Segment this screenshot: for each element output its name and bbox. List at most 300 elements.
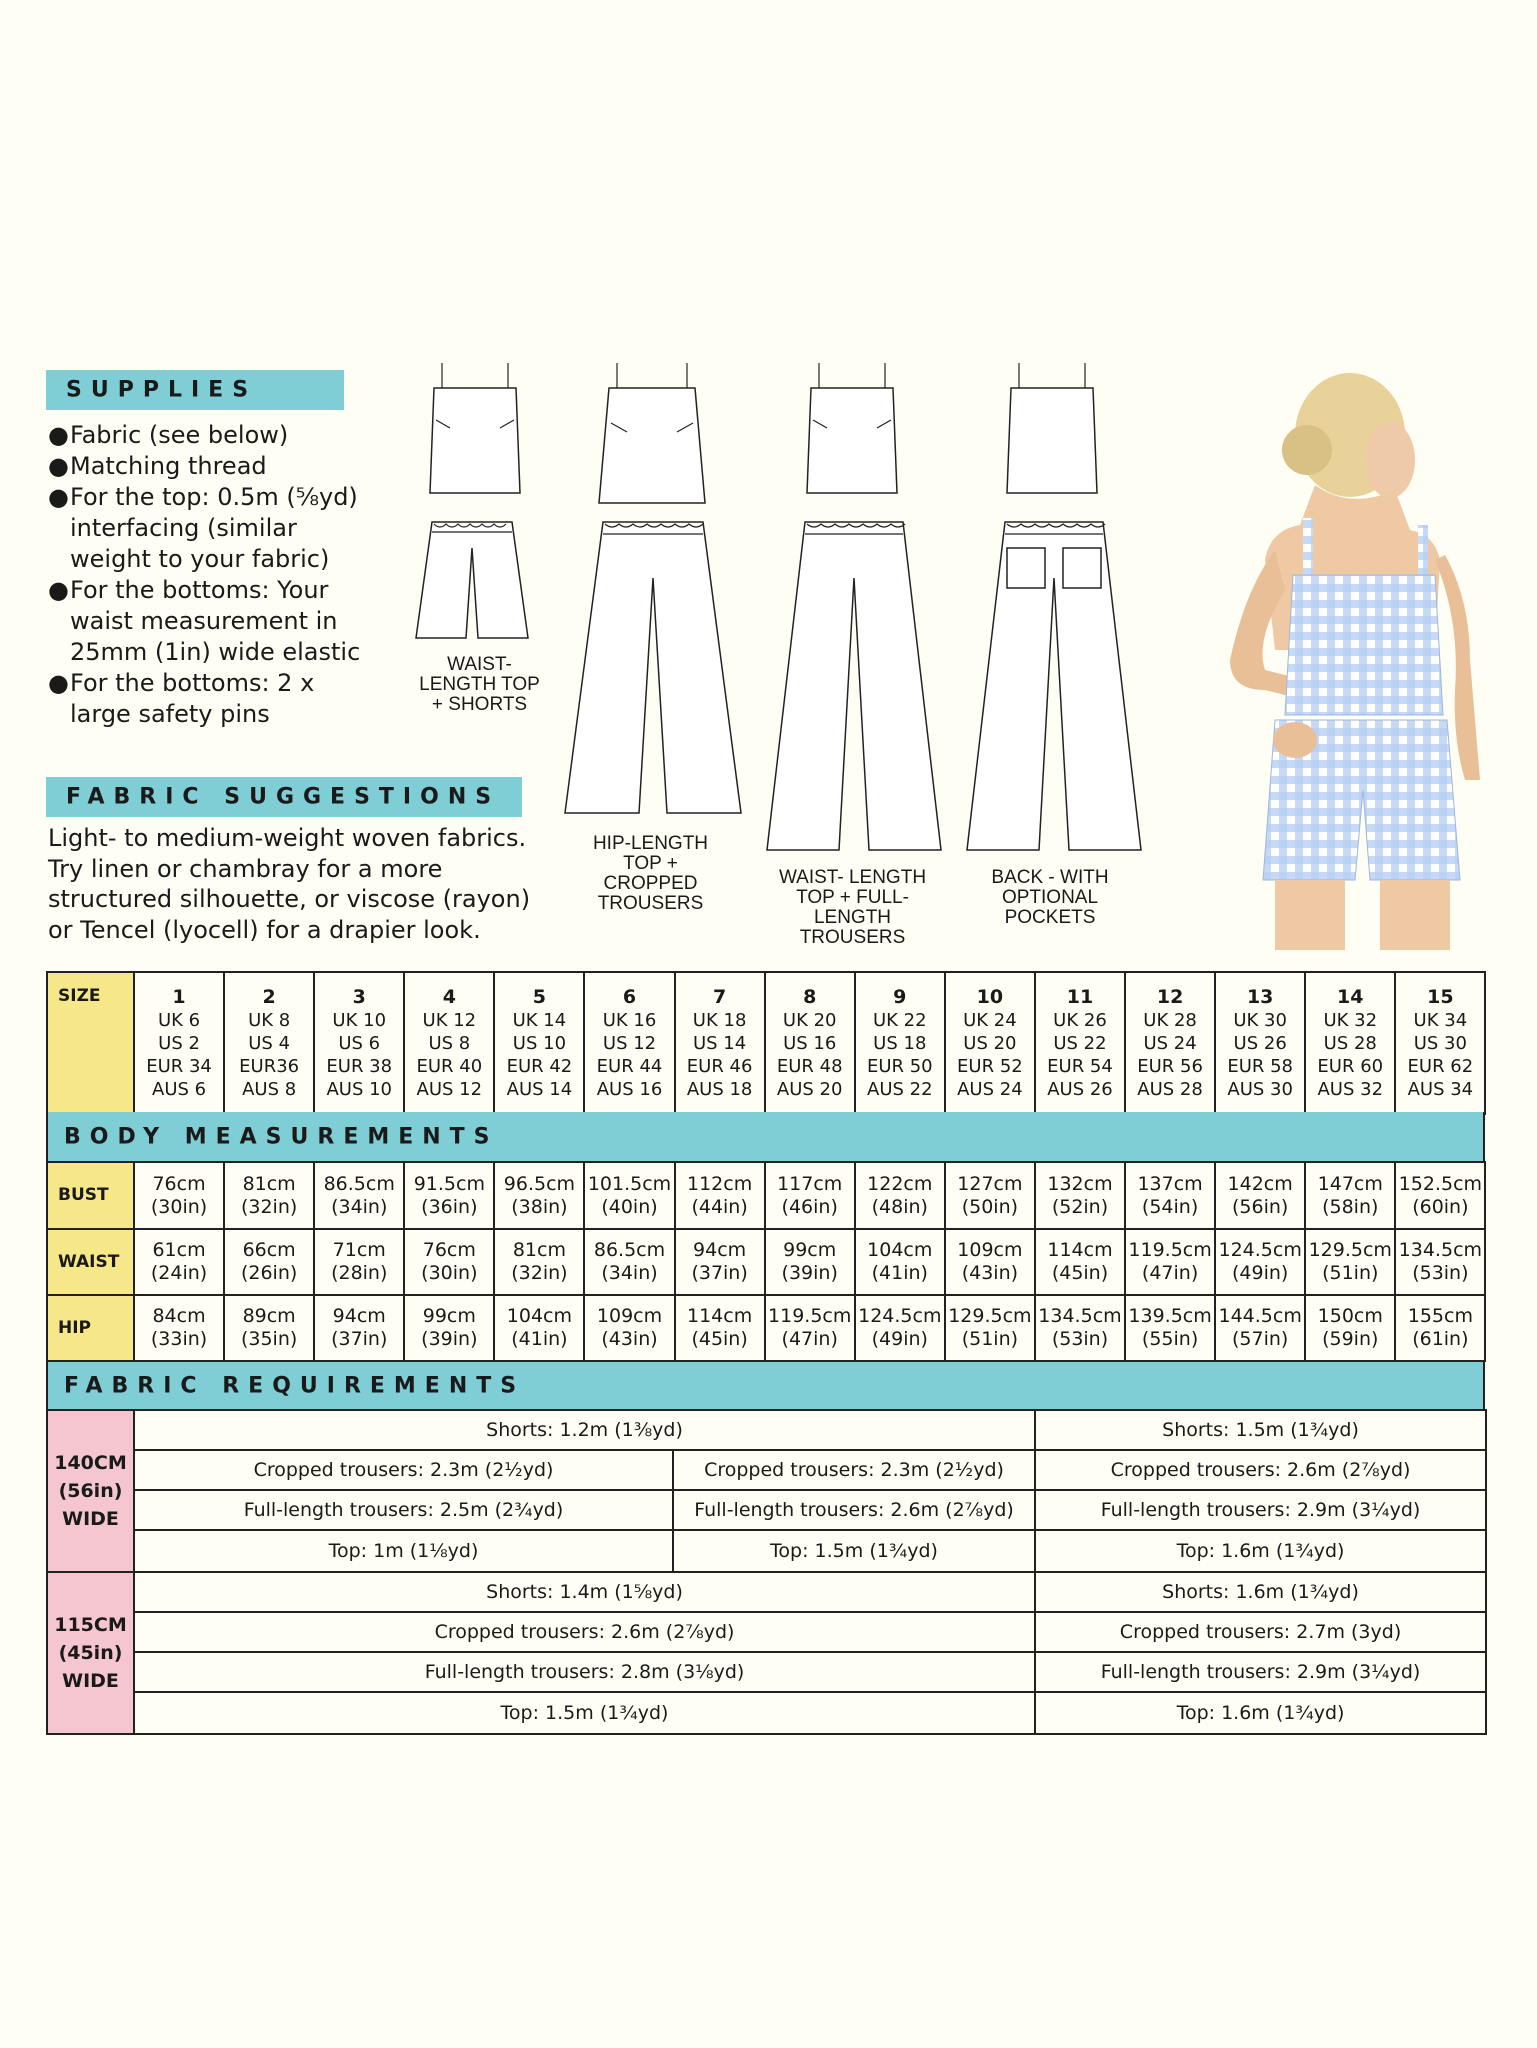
size-cell [224,972,314,1114]
measure-cell [134,1295,224,1361]
table-row [47,1652,1486,1692]
measure-cell [765,1295,855,1361]
size-uk: UK 12 [422,1009,477,1031]
view-3-caption: WAIST- LENGTH TOP + FULL-LENGTH TROUSERS [778,867,927,948]
size-us: US 2 [158,1032,200,1054]
size-eur: EUR 60 [1317,1055,1384,1077]
in-value: (61in) [1412,1328,1469,1350]
cm-value: 142cm [1227,1172,1293,1195]
in-value: (53in) [1051,1328,1109,1350]
size-cell [1395,972,1485,1114]
table-row [47,1295,1485,1361]
size-number: 10 [976,985,1004,1008]
measure-cell [1395,1229,1485,1295]
size-aus: AUS 10 [326,1078,392,1100]
cm-value: 84cm [152,1305,206,1327]
in-value: (54in) [1141,1195,1199,1218]
size-us: US 24 [1143,1032,1197,1054]
size-uk: UK 32 [1323,1009,1378,1031]
cm-value: 91.5cm [413,1172,485,1195]
cm-value: 134.5cm [1398,1239,1483,1261]
in-value: (52in) [1051,1195,1109,1218]
view-1-top-illustration [420,358,530,498]
cm-value: 89cm [242,1305,296,1327]
cm-value: 117cm [777,1172,843,1195]
table-row [47,1410,1486,1450]
size-aus: AUS 22 [867,1078,933,1100]
in-value: (41in) [871,1262,928,1284]
view-3-trousers-illustration [765,518,943,854]
size-us: US 14 [692,1032,747,1054]
measure-cell [404,1229,494,1295]
size-us: US 16 [783,1032,837,1054]
req-cell: Full-length trousers: 2.6m (2⅞yd) [673,1490,1035,1530]
measure-cell [494,1229,584,1295]
measure-cell [224,1295,314,1361]
in-value: (28in) [331,1262,388,1284]
width-label-115 [47,1572,134,1734]
width-cm: 140CM [54,1452,127,1474]
in-value: (45in) [1051,1262,1109,1284]
in-value: (33in) [150,1328,208,1350]
cm-value: 147cm [1317,1172,1383,1195]
in-value: (24in) [150,1262,208,1284]
size-eur: EUR36 [239,1055,300,1077]
measure-cell [1215,1295,1305,1361]
supply-text: For the bottoms: Your waist measurement in 25mm (1in) wide elastic [70,576,361,666]
measure-cell [584,1229,674,1295]
cm-value: 104cm [867,1239,933,1261]
size-table [46,971,1486,1115]
table-row [47,972,1485,1114]
size-eur: EUR 42 [506,1055,573,1077]
measure-cell [1395,1295,1485,1361]
size-uk: UK 14 [512,1009,567,1031]
size-cell [765,972,855,1114]
body-measurements-title: BODY MEASUREMENTS [64,1124,499,1149]
size-number: 12 [1156,985,1184,1008]
model-photo [1135,360,1485,950]
in-value: (32in) [511,1262,568,1284]
fabric-suggestions-title: FABRIC SUGGESTIONS [66,784,501,810]
size-aus: AUS 14 [506,1078,573,1100]
cm-value: 137cm [1137,1172,1203,1195]
size-us: US 22 [1053,1032,1107,1054]
in-value: (49in) [871,1328,928,1350]
in-value: (38in) [511,1195,568,1218]
size-eur: EUR 44 [596,1055,663,1077]
cm-value: 71cm [332,1239,386,1261]
in-value: (41in) [511,1328,568,1350]
in-value: (39in) [421,1328,478,1350]
measure-cell [584,1295,674,1361]
in-value: (60in) [1412,1195,1469,1218]
cm-value: 99cm [783,1239,837,1261]
req-cell: Cropped trousers: 2.6m (2⅞yd) [134,1612,1035,1652]
measure-cell [855,1162,945,1229]
in-value: (51in) [1322,1262,1379,1284]
measure-cell [1125,1295,1215,1361]
size-eur: EUR 52 [957,1055,1023,1077]
size-eur: EUR 38 [326,1055,393,1077]
size-aus: AUS 16 [596,1078,663,1100]
cm-value: 104cm [506,1305,573,1327]
cm-value: 114cm [1047,1239,1113,1261]
in-value: (30in) [421,1262,478,1284]
cm-value: 66cm [242,1239,296,1261]
measure-cell [1035,1162,1125,1229]
size-number: 4 [442,985,456,1008]
size-uk: UK 26 [1053,1009,1107,1031]
req-cell: Top: 1m (1⅛yd) [134,1530,673,1572]
width-in: (56in) [58,1480,123,1502]
cm-value: 81cm [512,1239,566,1261]
fabric-table-140 [46,1409,1487,1735]
table-row [47,1612,1486,1652]
cm-value: 96.5cm [503,1172,576,1195]
size-us: US 4 [248,1032,291,1054]
measure-cell [314,1229,404,1295]
size-uk: UK 28 [1143,1009,1197,1031]
size-number: 3 [352,985,366,1008]
cm-value: 132cm [1047,1172,1113,1195]
measure-cell [1125,1229,1215,1295]
req-cell: Top: 1.6m (1¾yd) [1035,1692,1486,1734]
measure-cell [224,1162,314,1229]
size-number: 1 [172,985,186,1008]
size-uk: UK 8 [248,1009,291,1031]
bullet-icon: ● [48,576,69,604]
in-value: (50in) [961,1195,1019,1218]
cm-value: 109cm [957,1239,1023,1261]
size-uk: UK 20 [782,1009,837,1031]
view-3-top-illustration [797,358,907,498]
bullet-icon: ● [48,421,69,449]
size-number: 13 [1246,985,1274,1008]
measure-cell [224,1229,314,1295]
in-value: (46in) [781,1195,838,1218]
measure-cell [134,1162,224,1229]
list-item [48,482,388,575]
size-uk: UK 22 [872,1009,927,1031]
view-1-shorts-illustration [412,518,532,643]
in-value: (57in) [1232,1328,1289,1350]
view-4-trousers-illustration [965,518,1143,854]
supply-text: For the bottoms: 2 x large safety pins [70,669,315,728]
measure-cell [945,1229,1035,1295]
size-number: 15 [1427,985,1454,1008]
measure-cell [404,1295,494,1361]
size-aus: AUS 18 [686,1078,753,1100]
cm-value: 124.5cm [1218,1239,1302,1261]
in-value: (26in) [240,1262,298,1284]
size-number: 5 [532,985,547,1008]
in-value: (51in) [961,1328,1019,1350]
row-label-hip: HIP [47,1295,134,1361]
size-aus: AUS 20 [776,1078,843,1100]
cm-value: 122cm [867,1172,933,1195]
cm-value: 139.5cm [1128,1305,1212,1327]
size-aus: AUS 30 [1227,1078,1293,1100]
size-eur: EUR 50 [866,1055,933,1077]
size-number: 2 [262,985,276,1008]
size-cell [1305,972,1395,1114]
size-cell [404,972,494,1114]
in-value: (36in) [421,1195,478,1218]
cm-value: 99cm [422,1305,476,1327]
size-eur: EUR 48 [776,1055,843,1077]
in-value: (55in) [1141,1328,1199,1350]
req-cell: Full-length trousers: 2.8m (3⅛yd) [134,1652,1035,1692]
cm-value: 129.5cm [948,1305,1032,1327]
size-us: US 28 [1323,1032,1377,1054]
cm-value: 114cm [686,1305,753,1327]
req-cell: Top: 1.5m (1¾yd) [673,1530,1035,1572]
req-cell: Full-length trousers: 2.5m (2¾yd) [134,1490,673,1530]
supply-text: For the top: 0.5m (⅝yd) interfacing (similar weight to your fabric) [70,483,358,573]
table-row [47,1162,1485,1229]
in-value: (34in) [601,1262,658,1284]
size-uk: UK 34 [1413,1009,1468,1031]
size-cell [584,972,674,1114]
width-label-140 [47,1410,134,1572]
size-us: US 10 [512,1032,567,1054]
table-row [47,1530,1486,1572]
cm-value: 94cm [693,1239,747,1261]
body-measurements-header [46,1112,1485,1161]
measure-cell [134,1229,224,1295]
bullet-icon: ● [48,452,69,480]
supplies-list [48,420,388,730]
size-number: 14 [1337,985,1364,1008]
req-cell: Full-length trousers: 2.9m (3¼yd) [1035,1490,1486,1530]
in-value: (32in) [240,1195,298,1218]
supply-text: Matching thread [70,452,267,480]
cm-value: 155cm [1407,1305,1473,1327]
view-2-top-illustration [593,358,713,506]
size-aus: AUS 8 [242,1078,297,1100]
measure-cell [1305,1295,1395,1361]
cm-value: 134.5cm [1038,1305,1122,1327]
fabric-suggestions-header [46,777,522,817]
in-value: (48in) [871,1195,928,1218]
req-cell: Cropped trousers: 2.6m (2⅞yd) [1035,1450,1486,1490]
size-uk: UK 6 [157,1009,201,1031]
measure-cell [1305,1229,1395,1295]
width-in: (45in) [58,1642,123,1664]
size-aus: AUS 24 [957,1078,1023,1100]
in-value: (53in) [1412,1262,1469,1284]
req-cell: Shorts: 1.2m (1⅜yd) [134,1410,1035,1450]
size-number: 9 [893,985,907,1008]
in-value: (49in) [1232,1262,1289,1284]
in-value: (45in) [691,1328,748,1350]
list-item [48,575,388,668]
size-us: US 30 [1413,1032,1467,1054]
in-value: (30in) [150,1195,208,1218]
size-number: 8 [803,985,817,1008]
measure-cell [675,1295,765,1361]
size-uk: UK 30 [1233,1009,1287,1031]
measure-cell [1125,1162,1215,1229]
in-value: (43in) [601,1328,658,1350]
measure-cell [765,1229,855,1295]
size-number: 7 [712,985,727,1008]
cm-value: 86.5cm [593,1239,666,1261]
req-cell: Top: 1.6m (1¾yd) [1035,1530,1486,1572]
measure-cell [314,1295,404,1361]
cm-value: 76cm [152,1172,206,1195]
size-eur: EUR 54 [1047,1055,1113,1077]
row-label-waist: WAIST [47,1229,134,1295]
size-eur: EUR 34 [146,1055,212,1077]
table-row [47,1450,1486,1490]
size-eur: EUR 40 [416,1055,483,1077]
size-uk: UK 16 [602,1009,657,1031]
cm-value: 119.5cm [768,1305,852,1327]
size-us: US 20 [963,1032,1017,1054]
size-eur: EUR 56 [1137,1055,1203,1077]
measure-cell [1305,1162,1395,1229]
measure-cell [945,1162,1035,1229]
size-label: SIZE [47,972,134,1114]
measure-cell [494,1295,584,1361]
width-word: WIDE [62,1508,119,1530]
measure-cell [1035,1295,1125,1361]
list-item [48,420,388,451]
measure-cell [855,1229,945,1295]
measure-cell [945,1295,1035,1361]
size-eur: EUR 58 [1227,1055,1294,1077]
fabric-suggestions-text: Light- to medium-weight woven fabrics. Try linen or chambray for a more structured silhouette, or viscose (rayon) or Tencel (lyocell) for a drapier look. [48,824,531,944]
cm-value: 144.5cm [1218,1305,1302,1327]
measurements-table [46,1161,1486,1362]
cm-value: 81cm [242,1172,296,1195]
measure-cell [855,1295,945,1361]
size-number: 6 [622,985,637,1008]
in-value: (43in) [961,1262,1019,1284]
in-value: (35in) [240,1328,298,1350]
req-cell: Shorts: 1.4m (1⅝yd) [134,1572,1035,1612]
in-value: (39in) [781,1262,838,1284]
size-us: US 6 [338,1032,381,1054]
size-uk: UK 10 [332,1009,387,1031]
size-us: US 26 [1233,1032,1287,1054]
fabric-requirements-title: FABRIC REQUIREMENTS [64,1373,526,1398]
cm-value: 112cm [686,1172,753,1195]
view-1-caption: WAIST- LENGTH TOP + SHORTS [419,654,540,715]
size-cell [1035,972,1125,1114]
size-uk: UK 24 [963,1009,1017,1031]
size-eur: EUR 46 [686,1055,753,1077]
list-item [48,668,388,730]
size-us: US 12 [602,1032,657,1054]
measure-cell [675,1229,765,1295]
row-label-bust: BUST [47,1162,134,1229]
measure-cell [765,1162,855,1229]
table-row [47,1229,1485,1295]
size-number: 11 [1066,985,1094,1008]
size-cell [1215,972,1305,1114]
measure-cell [584,1162,674,1229]
size-cell [675,972,765,1114]
in-value: (59in) [1322,1328,1379,1350]
supplies-title: SUPPLIES [66,377,258,403]
cm-value: 101.5cm [587,1172,672,1195]
list-item [48,451,388,482]
in-value: (34in) [331,1195,388,1218]
size-cell [134,972,224,1114]
measure-cell [1215,1229,1305,1295]
view-2-caption: HIP-LENGTH TOP + CROPPED TROUSERS [592,833,709,914]
cm-value: 119.5cm [1128,1239,1212,1261]
measure-cell [1035,1229,1125,1295]
size-aus: AUS 12 [416,1078,483,1100]
width-cm: 115CM [54,1614,127,1636]
in-value: (47in) [1141,1262,1199,1284]
req-cell: Full-length trousers: 2.9m (3¼yd) [1035,1652,1486,1692]
size-cell [1125,972,1215,1114]
measure-cell [314,1162,404,1229]
size-aus: AUS 26 [1047,1078,1113,1100]
table-row [47,1490,1486,1530]
req-cell: Cropped trousers: 2.7m (3yd) [1035,1612,1486,1652]
view-2-trousers-illustration [563,518,743,818]
size-aus: AUS 34 [1407,1078,1474,1100]
in-value: (37in) [691,1262,748,1284]
in-value: (37in) [331,1328,388,1350]
size-aus: AUS 32 [1317,1078,1384,1100]
in-value: (58in) [1322,1195,1379,1218]
cm-value: 129.5cm [1308,1239,1392,1261]
cm-value: 124.5cm [858,1305,942,1327]
cm-value: 76cm [422,1239,476,1261]
table-row [47,1572,1486,1612]
req-cell: Top: 1.5m (1¾yd) [134,1692,1035,1734]
in-value: (47in) [781,1328,838,1350]
size-us: US 8 [428,1032,471,1054]
measure-cell [494,1162,584,1229]
bullet-icon: ● [48,669,69,697]
req-cell: Cropped trousers: 2.3m (2½yd) [134,1450,673,1490]
cm-value: 61cm [152,1239,206,1261]
supplies-header [46,370,344,410]
req-cell: Shorts: 1.5m (1¾yd) [1035,1410,1486,1450]
in-value: (56in) [1232,1195,1289,1218]
req-cell: Shorts: 1.6m (1¾yd) [1035,1572,1486,1612]
size-eur: EUR 62 [1407,1055,1474,1077]
cm-value: 86.5cm [323,1172,395,1195]
cm-value: 152.5cm [1398,1172,1483,1195]
view-4-caption: BACK - WITH OPTIONAL POCKETS [991,867,1109,928]
measure-cell [675,1162,765,1229]
fabric-requirements-header [46,1362,1485,1409]
size-cell [314,972,404,1114]
measure-cell [1215,1162,1305,1229]
cm-value: 109cm [596,1305,663,1327]
size-cell [855,972,945,1114]
size-aus: AUS 6 [152,1078,207,1100]
size-us: US 18 [873,1032,927,1054]
size-cell [494,972,584,1114]
measure-cell [404,1162,494,1229]
cm-value: 94cm [332,1305,386,1327]
size-uk: UK 18 [692,1009,747,1031]
cm-value: 150cm [1317,1305,1383,1327]
in-value: (44in) [691,1195,748,1218]
measure-cell [1395,1162,1485,1229]
bullet-icon: ● [48,483,69,511]
